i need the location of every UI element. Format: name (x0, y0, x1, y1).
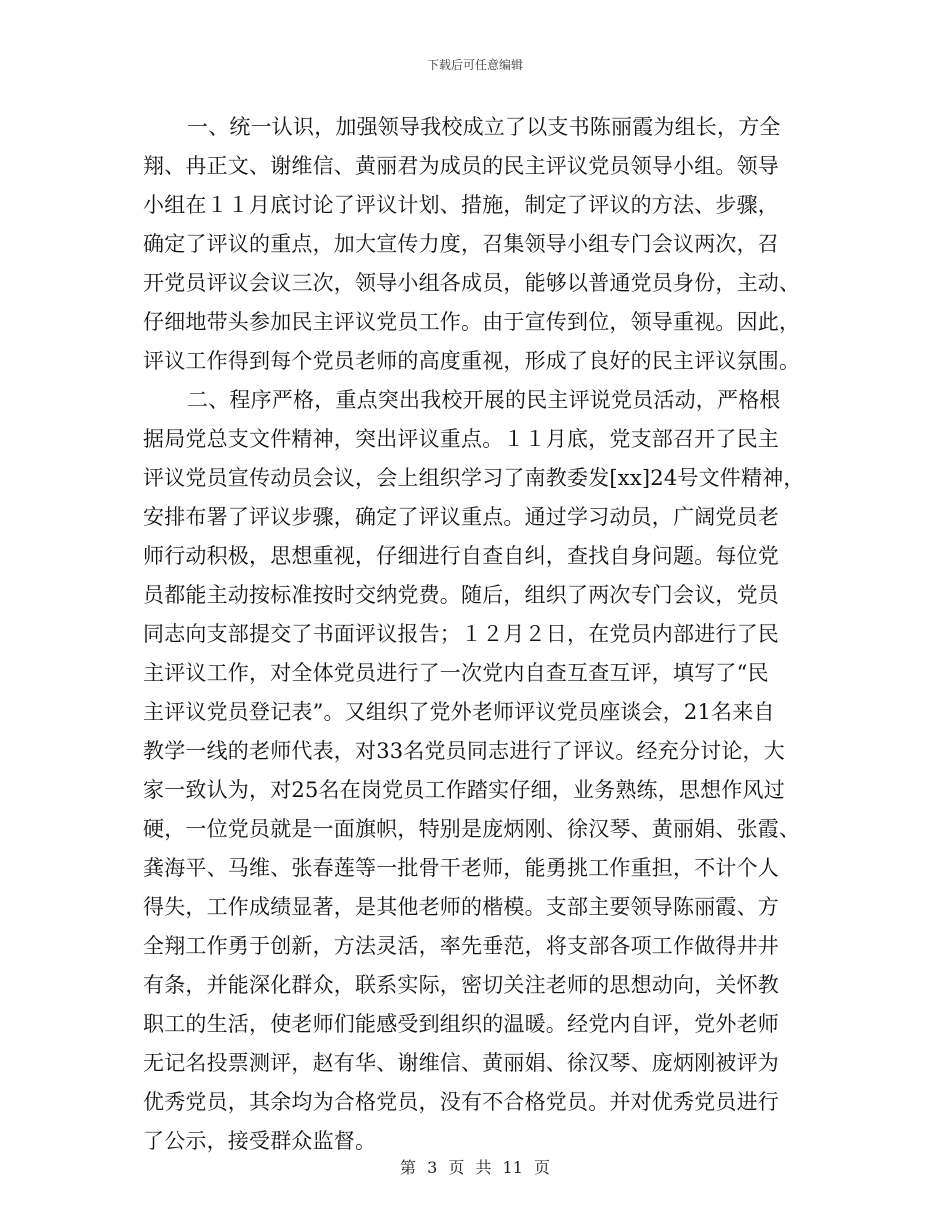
paragraph-2-line-9: 主评议党员登记表”。又组织了党外老师评议党员座谈会，21名来自 (143, 700, 775, 724)
paragraph-2-line-20: 了公示，接受群众监督。 (143, 1129, 377, 1153)
paragraph-2-line-8: 主评议工作，对全体党员进行了一次党内自查互查互评，填写了“民 (143, 661, 769, 685)
paragraph-1-line-5: 开党员评议会议三次，领导小组各成员，能够以普通党员身份，主动、 (143, 271, 801, 295)
paragraph-2-line-12: 硬，一位党员就是一面旗帜，特别是庞炳刚、徐汉琴、黄丽娟、张霞、 (143, 817, 801, 841)
paragraph-2-line-4: 安排布署了评议步骤，确定了评议重点。通过学习动员，广阔党员老 (143, 505, 779, 529)
paragraph-2-line-19: 优秀党员，其余均为合格党员，没有不合格党员。并对优秀党员进行 (143, 1090, 779, 1114)
paragraph-2-line-18: 无记名投票测评，赵有华、谢维信、黄丽娟、徐汉琴、庞炳刚被评为 (143, 1051, 779, 1075)
page-number-footer: 第 3 页 共 11 页 (400, 1158, 550, 1177)
paragraph-2-line-2: 据局党总支文件精神，突出评议重点。１１月底，党支部召开了民主 (143, 427, 779, 451)
paragraph-2-line-7: 同志向支部提交了书面评议报告；１２月２日，在党员内部进行了民 (143, 622, 779, 646)
paragraph-2-line-15: 全翔工作勇于创新，方法灵活，率先垂范，将支部各项工作做得井井 (143, 934, 779, 958)
paragraph-1-line-7: 评议工作得到每个党员老师的高度重视，形成了良好的民主评议氛围。 (143, 349, 801, 373)
paragraph-1-line-6: 仔细地带头参加民主评议党员工作。由于宣传到位，领导重视。因此， (143, 310, 801, 334)
paragraph-2-line-1: 二、程序严格，重点突出我校开展的民主评说党员活动，严格根 (187, 388, 781, 412)
paragraph-2-line-16: 有条，并能深化群众，联系实际，密切关注老师的思想动向，关怀教 (143, 973, 779, 997)
paragraph-2-line-13: 龚海平、马维、张春莲等一批骨干老师，能勇挑工作重担，不计个人 (143, 856, 779, 880)
paragraph-2-line-17: 职工的生活，使老师们能感受到组织的温暖。经党内自评，党外老师 (143, 1012, 779, 1036)
paragraph-1-line-2: 翔、冉正文、谢维信、黄丽君为成员的民主评议党员领导小组。领导 (143, 154, 779, 178)
paragraph-1-line-3: 小组在１１月底讨论了评议计划、措施，制定了评议的方法、步骤， (143, 193, 779, 217)
paragraph-2-line-3: 评议党员宣传动员会议，会上组织学习了南教委发[xx]24号文件精神， (143, 466, 805, 490)
paragraph-2-line-5: 师行动积极，思想重视，仔细进行自查自纠，查找自身问题。每位党 (143, 544, 779, 568)
paragraph-2-line-11: 家一致认为，对25名在岗党员工作踏实仔细，业务熟练，思想作风过 (143, 778, 785, 802)
paragraph-2-line-10: 教学一线的老师代表，对33名党员同志进行了评议。经充分讨论，大 (143, 739, 785, 763)
paragraph-2-line-6: 员都能主动按标准按时交纳党费。随后，组织了两次专门会议，党员 (143, 583, 779, 607)
document-body (143, 108, 811, 1161)
paragraph-1-line-1: 一、统一认识，加强领导我校成立了以支书陈丽霞为组长，方全 (187, 115, 781, 139)
paragraph-2-line-14: 得失，工作成绩显著，是其他老师的楷模。支部主要领导陈丽霞、方 (143, 895, 779, 919)
paragraph-1-line-4: 确定了评议的重点，加大宣传力度，召集领导小组专门会议两次，召 (143, 232, 779, 256)
header-note: 下载后可任意编辑 (426, 58, 523, 72)
